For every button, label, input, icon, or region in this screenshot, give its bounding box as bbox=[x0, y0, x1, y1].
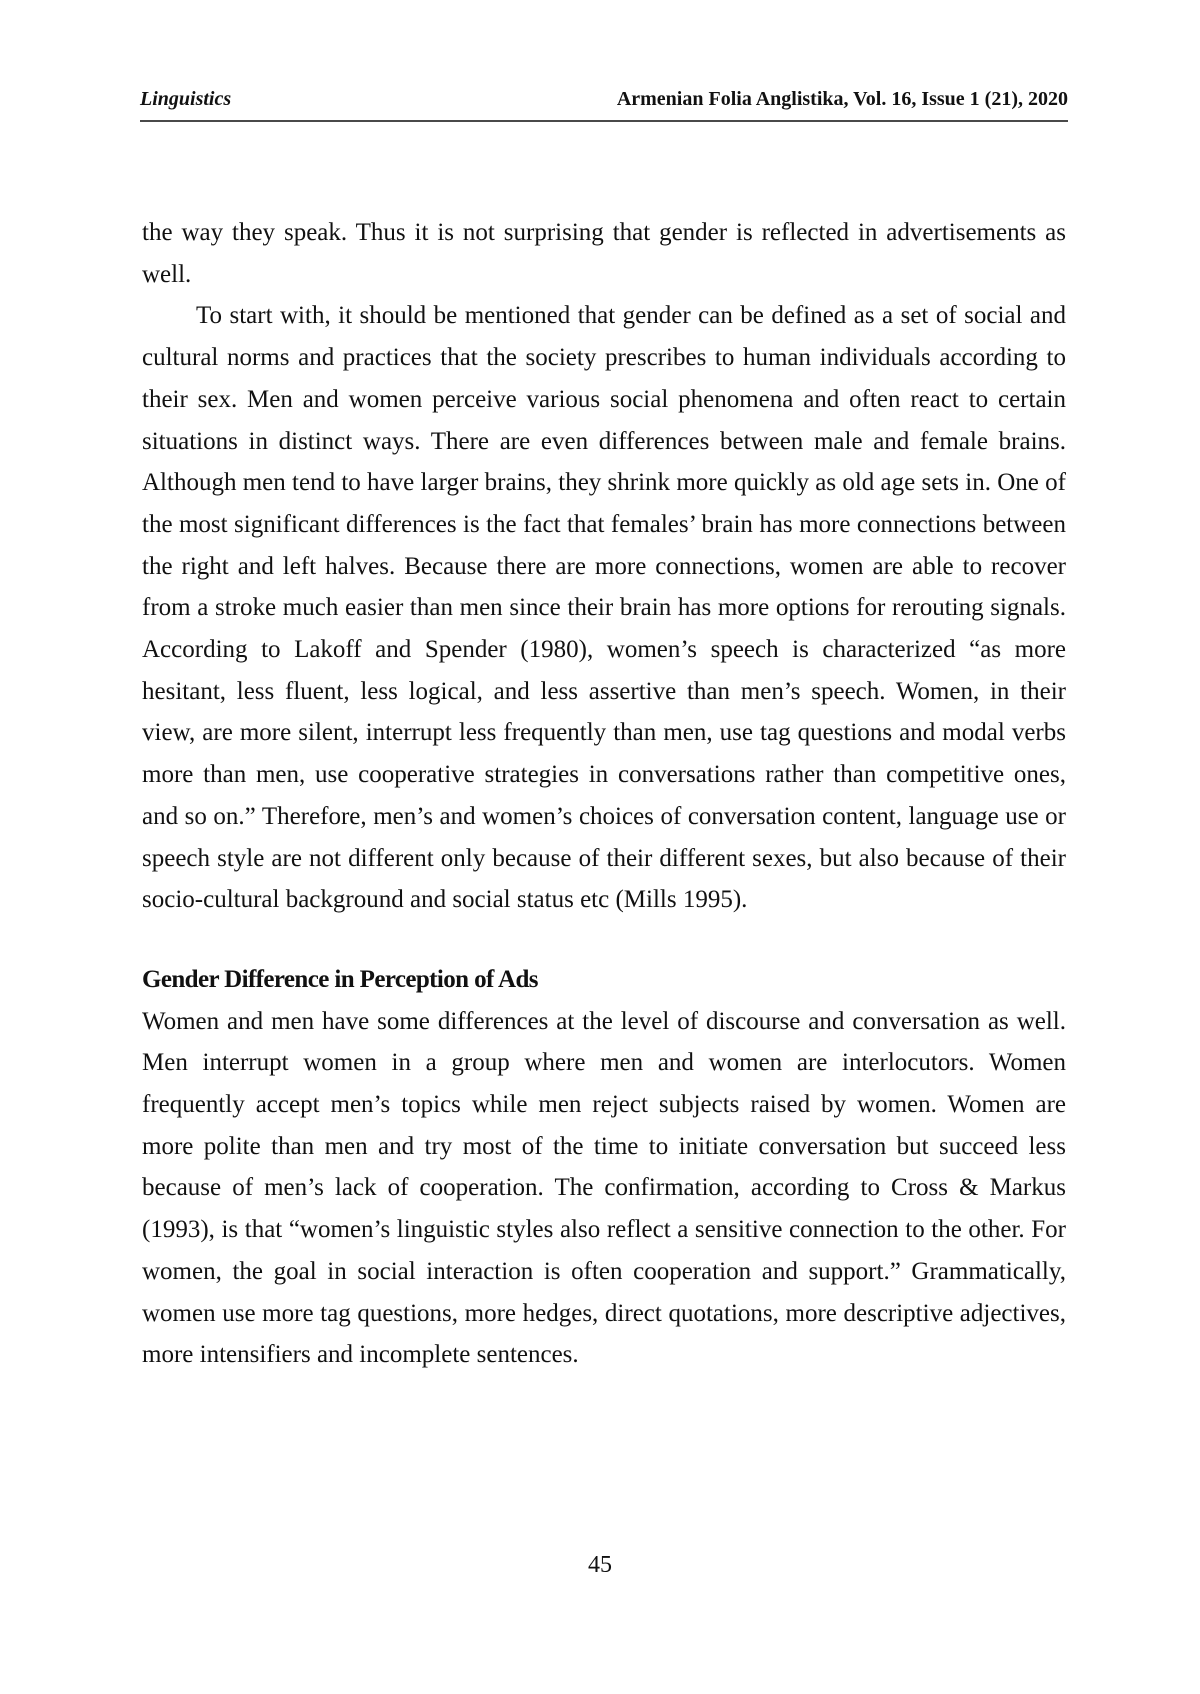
paragraph-gender-definition: To start with, it should be mentioned that gender can be defined as a set of social and cultural norms and practices that the society prescribes to human individuals according to their sex. Men and women perceive various social phenomena and often react to certain situations in distinct ways. There are even differences between male and female brains. Although men tend to have larger brains, they shrink more quickly as old age sets in. One of the most significant differences is the fact that females’ brain has more connections between the right and left halves. Because there are more connections, women are able to recover from a stroke much easier than men since their brain has more options for rerouting signals. According to Lakoff and Spender (1980), women’s speech is characterized “as more hesitant, less fluent, less logical, and less assertive than men’s speech. Women, in their view, are more silent, interrupt less frequently than men, use tag questions and modal verbs more than men, use cooperative strategies in conversations rather than competitive ones, and so on.” Therefore, men’s and women’s choices of conversation content, language use or speech style are not different only because of their different sexes, but also because of their socio-cultural background and social status etc (Mills 1995). bbox=[142, 302, 1066, 914]
header-journal-citation: Armenian Folia Anglistika, Vol. 16, Issue 1 (21), 2020 bbox=[616, 88, 1068, 110]
header-section-title: Linguistics bbox=[140, 88, 232, 110]
running-header bbox=[140, 88, 1068, 122]
page-number: 45 bbox=[588, 1552, 612, 1578]
paragraph-continuation: the way they speak. Thus it is not surprising that gender is reflected in advertisements as well. bbox=[142, 219, 1066, 288]
paragraph-discourse-differences: Women and men have some differences at the level of discourse and conversation as well. Men interrupt women in a group where men and women are interlocutors. Women frequently accept men’s topics while men reject subjects raised by women. Women are more polite than men and try most of the time to initiate conversation but succeed less because of men’s lack of cooperation. The confirmation, according to Cross & Markus (1993), is that “women’s linguistic styles also reflect a sensitive connection to the other. For women, the goal in social interaction is often cooperation and support.” Grammatically, women use more tag questions, more hedges, direct quotations, more descriptive adjectives, more intensifiers and incomplete sentences. bbox=[142, 1007, 1066, 1369]
article-body bbox=[142, 212, 1066, 1376]
section-heading: Gender Difference in Perception of Ads bbox=[142, 965, 538, 993]
